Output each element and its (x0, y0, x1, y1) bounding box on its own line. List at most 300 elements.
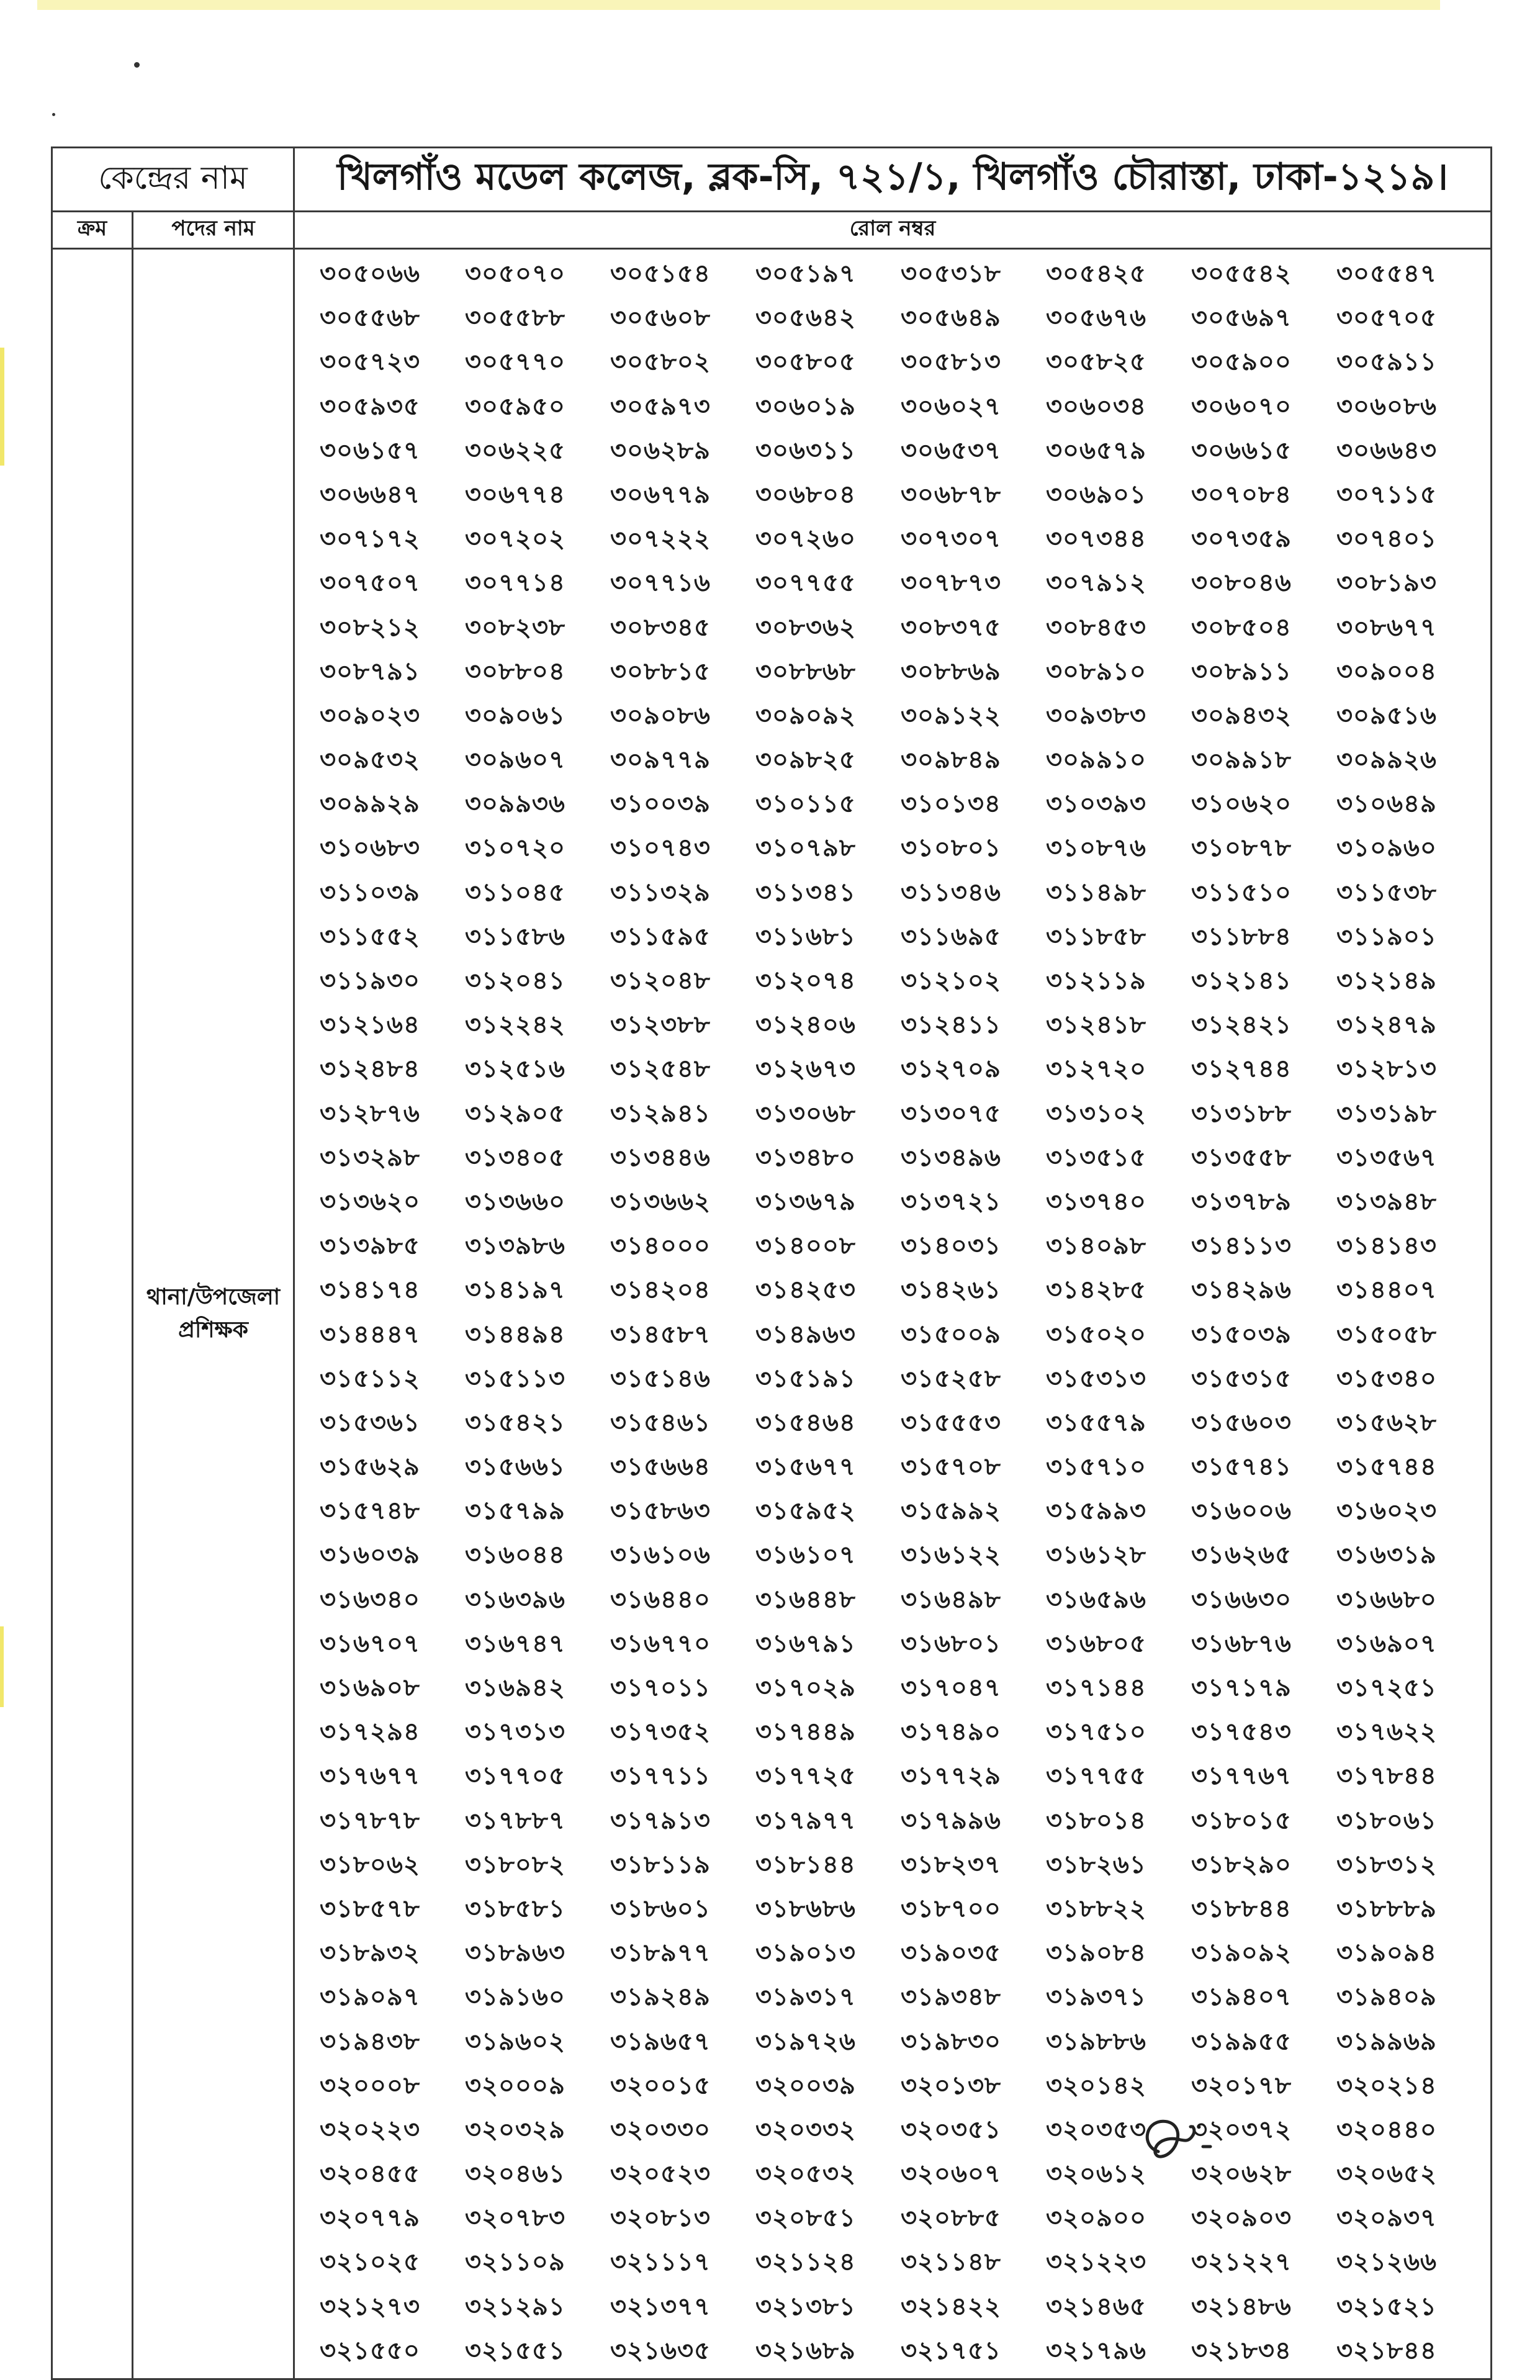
roll-number: ৩১৮০৬১ (1336, 1806, 1437, 1835)
roll-number: ৩০৮৭৯১ (320, 657, 420, 686)
roll-number: ৩১৬৯০৭ (1336, 1629, 1437, 1658)
roll-number: ৩১১০৩৯ (320, 878, 420, 907)
roll-number: ৩০৫৩১৮ (901, 259, 1001, 288)
post-name: থানা/উপজেলা প্রশিক্ষক (133, 249, 294, 2379)
roll-number: ৩০৫১৫৪ (610, 259, 711, 288)
roll-number: ৩১৪০০০ (610, 1232, 711, 1261)
roll-number: ৩১৩৭২১ (901, 1187, 1001, 1216)
roll-number: ৩১২৬৭৩ (755, 1055, 856, 1084)
roll-number: ৩১৫৭৪৮ (320, 1497, 420, 1526)
roll-number: ৩১৭৫১০ (1046, 1718, 1146, 1747)
roll-number: ৩১৫৪২১ (465, 1408, 565, 1437)
roll-number: ৩০৯০৬১ (465, 701, 565, 730)
roll-number: ৩১৫৩১৩ (1046, 1364, 1146, 1393)
roll-number: ৩০৮৩৪৫ (610, 613, 711, 642)
roll-number: ৩১৫৫৭৯ (1046, 1408, 1146, 1437)
roll-number: ৩০৫৭০৫ (1336, 304, 1437, 333)
roll-number: ৩২১৭৯৬ (1046, 2336, 1146, 2365)
roll-number: ৩১৬০০৬ (1191, 1497, 1292, 1526)
roll-number: ৩১৮২৬১ (1046, 1850, 1146, 1879)
roll-number: ৩০৬৬৪৭ (320, 480, 420, 509)
roll-number: ৩১৪২৮৫ (1046, 1276, 1146, 1305)
roll-number: ৩১৬৭৯১ (755, 1629, 856, 1658)
roll-number: ৩১৩৫৬৭ (1336, 1143, 1437, 1172)
roll-number: ৩১০৯৬০ (1336, 834, 1437, 863)
roll-number: ৩২০৯৩৭ (1336, 2204, 1437, 2233)
roll-number: ৩১৭৩৫২ (610, 1718, 711, 1747)
roll-number: ৩০৮২১২ (320, 613, 420, 642)
roll-number: ৩১৬৪৯৮ (901, 1585, 1001, 1614)
roll-number: ৩০৫৯১১ (1336, 348, 1437, 377)
roll-number: ৩১৬৩১৯ (1336, 1541, 1437, 1570)
roll-number: ৩১৭০১১ (610, 1674, 711, 1702)
roll-number: ৩২১০২৫ (320, 2248, 420, 2277)
roll-number: ৩১৬৩৪০ (320, 1585, 420, 1614)
roll-number: ৩১১৩২৯ (610, 878, 711, 907)
roll-number: ৩১৭২৫১ (1336, 1674, 1437, 1702)
roll-number: ৩১৯৬০২ (465, 2027, 565, 2056)
roll-number: ৩১৩৪০৫ (465, 1143, 565, 1172)
roll-number: ৩২১৫২১ (1336, 2292, 1437, 2321)
roll-number: ৩১৪৯৬৩ (755, 1320, 856, 1349)
roll-number: ৩২১২২৩ (1046, 2248, 1146, 2277)
column-header-row (52, 212, 1492, 249)
roll-number: ৩০৬৫৭৯ (1046, 436, 1146, 465)
roll-number: ৩২১৩৮১ (755, 2292, 856, 2321)
roll-row (52, 249, 1492, 2379)
roll-number: ৩২১৪৬৫ (1046, 2292, 1146, 2321)
roll-number: ৩১৮৯৬৩ (465, 1939, 565, 1968)
roll-number: ৩২০৮১৩ (610, 2204, 711, 2233)
roll-number: ৩১৬৪৪৮ (755, 1585, 856, 1614)
roll-number: ৩১০৬৮৩ (320, 834, 420, 863)
roll-number: ৩১৭৭১১ (610, 1762, 711, 1791)
roll-number: ৩১১৮৫৮ (1046, 922, 1146, 951)
roll-number: ৩১২৪১১ (901, 1011, 1001, 1040)
roll-number: ৩০৭৯১২ (1046, 569, 1146, 598)
roll-number: ৩১৮৮২২ (1046, 1894, 1146, 1923)
roll-number: ৩০৭২০২ (465, 525, 566, 554)
roll-number: ৩১৫৩১৫ (1191, 1364, 1292, 1393)
ink-speck (134, 62, 140, 68)
roll-number: ৩১৯০৮৪ (1046, 1939, 1146, 1968)
roll-number: ৩০৯৮৪৯ (901, 746, 1001, 775)
roll-number: ৩১১৫৯৫ (610, 922, 711, 951)
roll-number: ৩১৯০১৩ (755, 1939, 856, 1968)
roll-number: ৩২১২২৭ (1191, 2248, 1292, 2277)
roll-number: ৩১৫৭৪১ (1191, 1453, 1292, 1482)
roll-number: ৩০৬২৮৯ (610, 436, 711, 465)
roll-number: ৩১৮১৪৪ (755, 1850, 856, 1879)
roll-number: ৩১৮২৯০ (1191, 1850, 1292, 1879)
roll-number: ৩০৬৯০১ (1046, 480, 1146, 509)
roll-header: রোল নম্বর (294, 212, 1492, 249)
roll-number: ৩০৯০২৩ (320, 701, 420, 730)
roll-number: ৩১৬২৬৫ (1191, 1541, 1292, 1570)
roll-number: ৩১৭৪৪৯ (755, 1718, 856, 1747)
roll-number: ৩১৭১৭৯ (1191, 1674, 1292, 1702)
roll-number: ৩১৫৭০৮ (901, 1453, 1001, 1482)
roll-number: ৩২০৮৫১ (755, 2204, 856, 2233)
roll-number: ৩১২৮১৩ (1336, 1055, 1437, 1084)
roll-number: ৩১৩৬৬২ (610, 1187, 711, 1216)
roll-number: ৩২১৪২২ (901, 2292, 1001, 2321)
roll-number: ৩১০৭২০ (465, 834, 565, 863)
roll-number: ৩০৫৯৭৩ (610, 392, 711, 421)
roll-number: ৩১৬১২৮ (1046, 1541, 1146, 1570)
roll-number: ৩১৩২৯৮ (320, 1143, 420, 1172)
roll-number: ৩০৬০১৯ (755, 392, 856, 421)
roll-number: ৩১২১০২ (901, 967, 1001, 995)
roll-number: ৩১২১১৯ (1046, 967, 1146, 995)
roll-number: ৩০৫৭৭০ (465, 348, 565, 377)
roll-number: ৩১৭০৪৭ (901, 1674, 1001, 1702)
roll-number: ৩০৭৩০৭ (901, 525, 1002, 554)
signature (1133, 2108, 1245, 2170)
roll-number: ৩১৬৩৯৬ (465, 1585, 565, 1614)
roll-number: ৩১৪২০৪ (610, 1276, 711, 1305)
roll-number: ৩১৫৭৯৯ (465, 1497, 565, 1526)
roll-number: ৩১৫৮৬৩ (610, 1497, 711, 1526)
roll-number: ৩০৯৭৭৯ (610, 746, 711, 775)
roll-number: ৩০৬৮৭৮ (901, 480, 1001, 509)
roll-number: ৩১৩৭৮৯ (1191, 1187, 1292, 1216)
roll-number: ৩১৬৯৪২ (465, 1674, 565, 1702)
roll-number: ৩১৯০৯৪ (1336, 1939, 1437, 1968)
roll-number: ৩২০৬৫২ (1336, 2160, 1437, 2189)
roll-number: ৩১৯৬৫৭ (610, 2027, 711, 2056)
roll-number: ৩২১২৯১ (465, 2292, 565, 2321)
roll-number: ৩০৫০৬৬ (320, 259, 420, 288)
roll-number: ৩১১৫৩৮ (1336, 878, 1437, 907)
roll-number: ৩১১৫৮৬ (465, 922, 565, 951)
roll-number: ৩১১৩৪৬ (901, 878, 1001, 907)
center-row (52, 148, 1492, 212)
roll-number: ৩০৯০০৪ (1336, 657, 1437, 686)
roll-number: ৩০৮৮৬৮ (755, 657, 856, 686)
roll-number: ৩১১৬৯৫ (901, 922, 1001, 951)
roll-number: ৩২০১৭৮ (1191, 2071, 1292, 2100)
roll-number: ৩০৬৭৭৪ (465, 480, 565, 509)
roll-number: ৩০৭৩৪৪ (1046, 525, 1146, 554)
roll-number: ৩২০১৪২ (1046, 2071, 1146, 2100)
roll-number: ৩১৫৫৫৩ (901, 1408, 1001, 1437)
roll-number: ৩১৫৭৪৪ (1336, 1453, 1437, 1482)
roll-number: ৩২০১৩৮ (901, 2071, 1001, 2100)
roll-number: ৩১৬৭৪৭ (465, 1629, 565, 1658)
roll-number: ৩১৯৪০৭ (1191, 1983, 1292, 2012)
roll-number: ৩০৯৯১৮ (1191, 746, 1292, 775)
roll-number: ৩১২৪১৮ (1046, 1011, 1146, 1040)
roll-number: ৩১৩১৮৮ (1191, 1099, 1292, 1128)
roll-number: ৩২০০০৯ (465, 2071, 565, 2100)
highlighter-edge-mark (0, 1626, 4, 1707)
roll-number: ৩১৯৩১৭ (755, 1983, 856, 2012)
roll-number: ৩১৫৬৭৭ (755, 1453, 856, 1482)
roll-number: ৩১৯৮৮৬ (1046, 2027, 1146, 2056)
roll-number: ৩১৩৪৮০ (755, 1143, 856, 1172)
roll-number: ৩২০৪৪০ (1336, 2115, 1437, 2144)
roll-number: ৩১৮৯৭৭ (610, 1939, 711, 1968)
roll-number: ৩১৮৭০০ (901, 1894, 1001, 1923)
roll-number: ৩০৬৫৩৭ (901, 436, 1001, 465)
roll-number: ৩১৬৬৮০ (1336, 1585, 1437, 1614)
roll-number: ৩২০৩৫১ (901, 2115, 1001, 2144)
roll-number: ৩১৫৪৬৪ (755, 1408, 856, 1437)
roll-number: ৩০৬০৭০ (1191, 392, 1292, 421)
roll-number: ৩১২৮৭৬ (320, 1099, 420, 1128)
roll-number: ৩১৭১৪৪ (1046, 1674, 1146, 1702)
roll-number: ৩০৫০৭০ (465, 259, 565, 288)
roll-number: ৩১৮৯৩২ (320, 1939, 420, 1968)
roll-number: ৩১২৪২১ (1191, 1011, 1292, 1040)
roll-number: ৩১৭৭০৫ (465, 1762, 565, 1791)
roll-number: ৩০৫৮২৫ (1046, 348, 1146, 377)
roll-number: ৩০৯৬০৭ (465, 746, 565, 775)
roll-number: ৩১৭৮৭৮ (320, 1806, 420, 1835)
roll-number: ৩১৭৩১৩ (465, 1718, 565, 1747)
roll-number: ৩০৯৯৩৬ (465, 790, 565, 819)
roll-number: ৩১৪২৯৬ (1191, 1276, 1292, 1305)
roll-number: ৩০৬০২৭ (901, 392, 1002, 421)
roll-number: ৩১৫৯৯৩ (1046, 1497, 1146, 1526)
roll-number: ৩০৬৩১১ (755, 436, 856, 465)
roll-number: ৩১৯০৯২ (1191, 1939, 1292, 1968)
roll-number: ৩১৫১১২ (320, 1364, 420, 1393)
roll-number: ৩১৩১৯৮ (1336, 1099, 1437, 1128)
roll-number: ৩১৫০৩৯ (1191, 1320, 1292, 1349)
roll-number: ৩১৪১৭৪ (320, 1276, 420, 1305)
roll-number: ৩১০৮৭৮ (1191, 834, 1292, 863)
roll-number: ৩১৭৪৯০ (901, 1718, 1001, 1747)
roll-number: ৩১৫০৫৮ (1336, 1320, 1437, 1349)
roll-number: ৩২০৯০০ (1046, 2204, 1146, 2233)
roll-number: ৩১৪৫৮৭ (610, 1320, 711, 1349)
roll-number: ৩১০৮০১ (901, 834, 1001, 863)
roll-number: ৩১৭৫৪৩ (1191, 1718, 1292, 1747)
roll-number: ৩১৮৬০১ (610, 1894, 711, 1923)
roll-number: ৩১৫৯৯২ (901, 1497, 1001, 1526)
roll-number: ৩১৮৫৭৮ (320, 1894, 420, 1923)
roll-number: ৩০৫৫৬৮ (320, 304, 420, 333)
roll-number: ৩২০০১৫ (610, 2071, 711, 2100)
roll-number: ৩০৮৬৭৭ (1336, 613, 1437, 642)
post-header: পদের নাম (133, 212, 294, 249)
roll-number: ৩১২৫৪৮ (610, 1055, 711, 1084)
roll-number: ৩১২৭০৯ (901, 1055, 1001, 1084)
roll-number: ৩২১৭৫১ (901, 2336, 1001, 2365)
roll-number: ৩০৫৪২৫ (1046, 259, 1146, 288)
roll-number: ৩১৪৪০৭ (1336, 1276, 1437, 1305)
roll-number: ৩২০৪৫৫ (320, 2160, 420, 2189)
roll-number: ৩০৭৭১৬ (610, 569, 711, 598)
roll-number: ৩১২০৪১ (465, 967, 565, 995)
roll-number: ৩০৫৮০৫ (755, 348, 856, 377)
roll-number: ৩০৯৯১০ (1046, 746, 1146, 775)
roll-number: ৩২০০৩৯ (755, 2071, 856, 2100)
roll-number: ৩১৬১০৭ (755, 1541, 856, 1570)
roll-number: ৩০৭২৬০ (755, 525, 857, 554)
roll-number: ৩১৯৭২৬ (755, 2027, 856, 2056)
roll-number: ৩১৯৪৩৮ (320, 2027, 420, 2056)
serial-cell (52, 249, 133, 2379)
roll-number: ৩১৬০৪৪ (465, 1541, 565, 1570)
roll-number: ৩১৭৮৪৪ (1336, 1762, 1437, 1791)
roll-number: ৩০৯৪৩২ (1191, 701, 1292, 730)
roll-number: ৩২০৬০৭ (901, 2160, 1002, 2189)
roll-number: ৩১৮০৮২ (465, 1850, 565, 1879)
roll-number: ৩২০৩৩০ (610, 2115, 711, 2144)
roll-number: ৩০৬৭৭৯ (610, 480, 711, 509)
roll-number: ৩১৬০৩৯ (320, 1541, 420, 1570)
roll-number: ৩০৫১৯৭ (755, 259, 856, 288)
roll-number: ৩১৩৬২০ (320, 1187, 420, 1216)
roll-number: ৩১৯০৩৫ (901, 1939, 1001, 1968)
roll-number: ৩০৮৮০৪ (465, 657, 565, 686)
roll-number: ৩১৩১০২ (1046, 1099, 1146, 1128)
roll-number: ৩১৩৬৭৯ (755, 1187, 856, 1216)
roll-number: ৩০৯৫৩২ (320, 746, 420, 775)
roll-number: ৩০৫৯০০ (1191, 348, 1292, 377)
roll-number: ৩১৬০২৩ (1336, 1497, 1437, 1526)
roll-number: ৩২১৫৫০ (320, 2336, 420, 2365)
roll-number: ৩২০৫৩২ (755, 2160, 856, 2189)
roll-number: ৩১১৫৫২ (320, 922, 420, 951)
roll-number: ৩০৫৫৮৮ (465, 304, 565, 333)
roll-number: ৩০৫৬০৮ (610, 304, 711, 333)
roll-number: ৩১০৮৭৬ (1046, 834, 1146, 863)
roll-number: ৩১৮৬৮৬ (755, 1894, 856, 1923)
roll-number: ৩১৩৯৮৬ (465, 1232, 565, 1261)
roll-number: ৩১২১৪১ (1191, 967, 1292, 995)
roll-number: ৩১২৪৭৯ (1336, 1011, 1437, 1040)
roll-number: ৩১৫৭১০ (1046, 1453, 1146, 1482)
roll-number: ৩১৩০৭৫ (901, 1099, 1001, 1128)
roll-number: ৩০৫৬৪২ (755, 304, 856, 333)
roll-number: ৩১৮০৬২ (320, 1850, 420, 1879)
roll-number: ৩০৮৮৬৯ (901, 657, 1001, 686)
roll-number: ৩১০৭৯৮ (755, 834, 856, 863)
roll-number: ৩১৬১০৬ (610, 1541, 711, 1570)
roll-number: ৩০৭৫০৭ (320, 569, 420, 598)
roll-number: ৩১৩০৬৮ (755, 1099, 856, 1128)
roll-number: ৩১০০৩৯ (610, 790, 711, 819)
roll-number: ৩১৭৯১৩ (610, 1806, 711, 1835)
roll-number: ৩১৪৪৪৭ (320, 1320, 420, 1349)
roll-number: ৩০৮০৪৬ (1191, 569, 1292, 598)
roll-number: ৩১০৬৪৯ (1336, 790, 1437, 819)
roll-number: ৩০৯৩৮৩ (1046, 701, 1146, 730)
roll-number: ৩০৯০৮৬ (610, 701, 711, 730)
roll-number: ৩১৬৮০৫ (1046, 1629, 1146, 1658)
roll-number: ৩০৭৭৫৫ (755, 569, 856, 598)
roll-number: ৩২০৩৫৩ (1046, 2115, 1146, 2144)
roll-number: ৩২১৪৮৬ (1191, 2292, 1292, 2321)
roll-number: ৩০৫৯৫০ (465, 392, 565, 421)
roll-number: ৩২০৫২৩ (610, 2160, 711, 2189)
roll-number: ৩০৯০৯২ (755, 701, 856, 730)
roll-number: ৩১৩৫৫৮ (1191, 1143, 1292, 1172)
roll-number: ৩১২৩৮৮ (610, 1011, 711, 1040)
roll-number: ৩১৪২৬১ (901, 1276, 1001, 1305)
roll-number-grid (295, 250, 1490, 2378)
roll-number: ৩০৬৬১৫ (1191, 436, 1292, 465)
roll-number: ৩০৮৯১১ (1191, 657, 1292, 686)
roll-number: ৩১১০৪৫ (465, 878, 565, 907)
roll-number: ৩১০৭৪৩ (610, 834, 711, 863)
roll-number: ৩১৬৪৪০ (610, 1585, 711, 1614)
center-name: খিলগাঁও মডেল কলেজ, ব্লক-সি, ৭২১/১, খিলগাঁও চৌরাস্তা, ঢাকা-১২১৯। (294, 148, 1492, 212)
roll-number: ৩১৪০০৮ (755, 1232, 856, 1261)
roll-number: ৩১৭৮৮৭ (465, 1806, 565, 1835)
roll-number: ৩০৯৯২৯ (320, 790, 420, 819)
roll-number: ৩১১৫১০ (1191, 878, 1292, 907)
roll-number: ৩১৯৮৩০ (901, 2027, 1001, 2056)
roll-number: ৩১৫৬০৩ (1191, 1408, 1292, 1437)
roll-number: ৩১৫১৪৬ (610, 1364, 711, 1393)
roll-number: ৩০৫৬৪৯ (901, 304, 1001, 333)
roll-number: ৩১৮২৩৭ (901, 1850, 1001, 1879)
roll-number: ৩১৮০১৪ (1046, 1806, 1146, 1835)
roll-number: ৩১৭৯৯৬ (901, 1806, 1001, 1835)
roll-number: ৩১৫৬২৮ (1336, 1408, 1437, 1437)
roll-number: ৩১৫১৯১ (755, 1364, 856, 1393)
roll-number: ৩২০৩৩২ (755, 2115, 857, 2144)
roll-number: ৩১২১৪৯ (1336, 967, 1437, 995)
roll-number: ৩০৭১১৫ (1336, 480, 1437, 509)
roll-number: ৩১৪১৯৭ (465, 1276, 565, 1305)
roll-number: ৩১২৯০৫ (465, 1099, 565, 1128)
roll-number: ৩২১১১৭ (610, 2248, 711, 2277)
roll-number: ৩১৩৪৯৬ (901, 1143, 1001, 1172)
roll-number: ৩০৫৬৭৬ (1046, 304, 1146, 333)
ink-speck (52, 113, 55, 116)
roll-number: ৩২১৮৪৪ (1336, 2336, 1437, 2365)
roll-number: ৩১৬৭৭০ (610, 1629, 711, 1658)
roll-number: ৩০৬৬৪৩ (1336, 436, 1437, 465)
roll-number: ৩০৮২৩৮ (465, 613, 565, 642)
roll-number: ৩১১৩৪১ (755, 878, 856, 907)
roll-number: ৩০৭৭১৪ (465, 569, 565, 598)
roll-number: ৩১১৬৮১ (755, 922, 856, 951)
roll-number: ৩০৮৩৬২ (755, 613, 856, 642)
roll-number: ৩১৩৫১৫ (1046, 1143, 1146, 1172)
roll-number: ৩১৯২৪৯ (610, 1983, 711, 2012)
roll-number: ৩১২৭৪৪ (1191, 1055, 1292, 1084)
roll-number: ৩০৯৫১৬ (1336, 701, 1437, 730)
highlighter-edge-mark (0, 348, 4, 466)
roll-number: ৩২১১২৪ (755, 2248, 856, 2277)
roll-number: ৩১২০৭৪ (755, 967, 856, 995)
roll-number: ৩২০৩৭২ (1191, 2115, 1292, 2144)
roll-number: ৩১৯৩৪৮ (901, 1983, 1001, 2012)
roll-number: ৩১১৮৮৪ (1191, 922, 1292, 951)
roll-number: ৩২০৬১২ (1046, 2160, 1146, 2189)
roll-number: ৩১৭৭২৯ (901, 1762, 1001, 1791)
roll-number: ৩১৮৮৪৪ (1191, 1894, 1292, 1923)
roll-number: ৩১৫৪৬১ (610, 1408, 711, 1437)
roll-number: ৩২০২২৩ (320, 2115, 421, 2144)
roll-number: ৩১৬৫৯৬ (1046, 1585, 1146, 1614)
roll-number: ৩২০৩২৯ (465, 2115, 565, 2144)
roll-number: ৩২১৫৫১ (465, 2336, 565, 2365)
roll-number: ৩১৫৬৬১ (465, 1453, 565, 1482)
roll-number: ৩২০৬২৮ (1191, 2160, 1292, 2189)
roll-number: ৩১৭৯৭৭ (755, 1806, 856, 1835)
roll-number: ৩২১২৭৩ (320, 2292, 420, 2321)
roll-number: ৩১৯০৯৭ (320, 1983, 420, 2012)
roll-number: ৩১৮৩১২ (1336, 1850, 1437, 1879)
